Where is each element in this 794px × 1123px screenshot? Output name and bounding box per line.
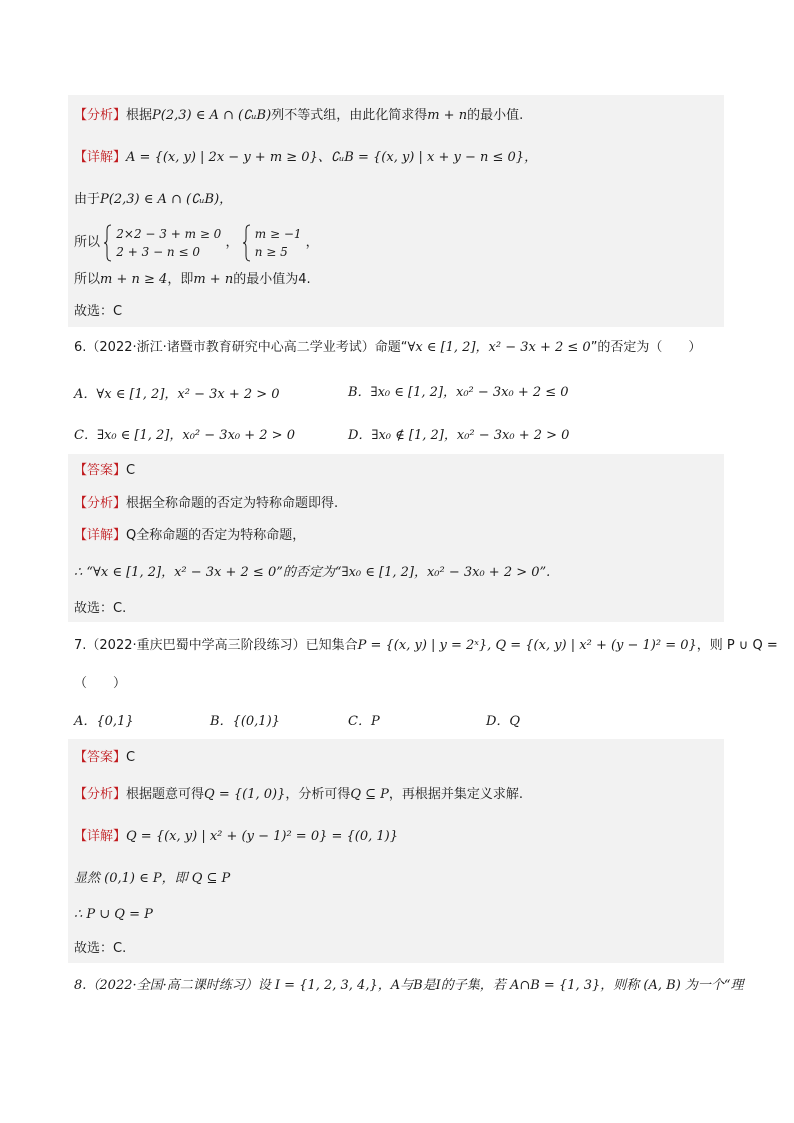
q5-answer: 故选：C: [74, 304, 123, 319]
left-brace-icon: [104, 224, 112, 262]
analysis-tag: 【分析】: [74, 108, 127, 123]
q6-option-d: D．∃x₀ ∉ [1, 2]，x₀² − 3x₀ + 2 > 0: [348, 428, 570, 443]
q6-detail-line2: ∴ “∀x ∈ [1, 2]，x² − 3x + 2 ≤ 0”的否定为“∃x₀ ∈ [1, 2]，x₀² − 3x₀ + 2 > 0”.: [74, 565, 551, 580]
q7-option-c: C．P: [348, 714, 380, 729]
q7-stem: 7.（2022·重庆巴蜀中学高三阶段练习）已知集合P = {(x, y) | y = 2ˣ}, Q = {(x, y) | x² + (y − 1)² = 0}，则 P ∪ Q =: [74, 638, 778, 653]
q7-detail-line3: ∴ P ∪ Q = P: [74, 907, 153, 922]
left-brace-icon: [243, 224, 251, 262]
q5-line2: 由于P(2,3) ∈ A ∩ (∁ᵤB)，: [74, 192, 233, 207]
q5-analysis: 【分析】根据P(2,3) ∈ A ∩ (∁ᵤB)列不等式组，由此化简求得m + n的最小值.: [74, 108, 524, 123]
q7-stem-paren: （ ）: [74, 676, 127, 691]
q6-answer-label: 【答案】C: [74, 463, 136, 478]
q7-option-b: B．{(0,1)}: [210, 714, 280, 729]
q6-option-c: C．∃x₀ ∈ [1, 2]，x₀² − 3x₀ + 2 > 0: [74, 428, 295, 443]
q6-final: 故选：C.: [74, 601, 127, 616]
q6-option-b: B．∃x₀ ∈ [1, 2]，x₀² − 3x₀ + 2 ≤ 0: [348, 385, 569, 400]
q6-stem: 6.（2022·浙江·诸暨市教育研究中心高二学业考试）命题“∀x ∈ [1, 2]，x² − 3x + 2 ≤ 0”的否定为（ ）: [74, 340, 702, 355]
q7-solution-block: [68, 739, 724, 963]
q6-option-a: A．∀x ∈ [1, 2]，x² − 3x + 2 > 0: [74, 387, 280, 402]
q7-answer-label: 【答案】C: [74, 750, 136, 765]
q6-detail: 【详解】Q全称命题的否定为特称命题，: [74, 528, 306, 543]
q8-stem: 8.（2022·全国·高二课时练习）设 I = {1, 2, 3, 4,}，A与B是I的子集，若 A∩B = {1, 3}，则称 (A, B) 为一个“理: [74, 978, 744, 993]
q7-detail: 【详解】Q = {(x, y) | x² + (y − 1)² = 0} = {(0, 1)}: [74, 829, 399, 844]
q5-solution-block: [68, 95, 724, 327]
q7-option-a: A．{0,1}: [74, 714, 134, 729]
q6-analysis: 【分析】根据全称命题的否定为特称命题即得.: [74, 496, 339, 511]
q7-detail-line2: 显然 (0,1) ∈ P，即 Q ⊆ P: [74, 871, 231, 886]
q7-analysis: 【分析】根据题意可得Q = {(1, 0)}，分析可得Q ⊆ P，再根据并集定义求解.: [74, 787, 524, 802]
q7-final: 故选：C.: [74, 941, 127, 956]
q5-detail: 【详解】A = {(x, y) | 2x − y + m ≥ 0}、∁ᵤB = {(x, y) | x + y − n ≤ 0}，: [74, 150, 538, 165]
q5-system: 所以 2×2 − 3 + m ≥ 0 2 + 3 − n ≤ 0 ， m ≥ −1 n ≥ 5 ，: [74, 224, 319, 262]
detail-tag: 【详解】: [74, 150, 127, 165]
q7-option-d: D．Q: [486, 714, 521, 729]
q5-line4: 所以m + n ≥ 4，即m + n的最小值为4.: [74, 272, 311, 287]
